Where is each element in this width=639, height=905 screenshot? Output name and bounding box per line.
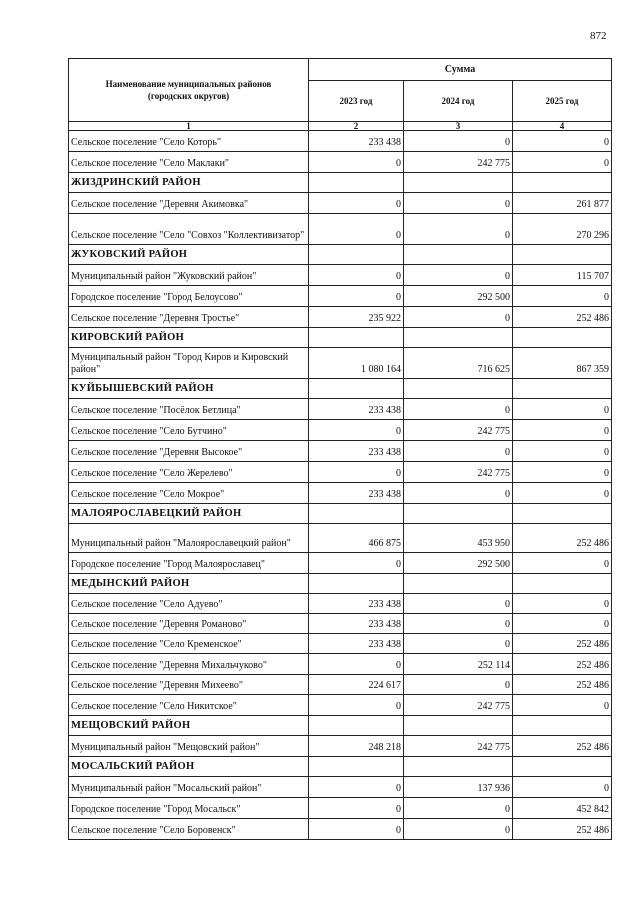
column-number: 1 — [69, 122, 309, 131]
empty-cell — [513, 379, 612, 399]
table-row — [69, 695, 612, 716]
district-section-row — [69, 716, 612, 736]
amount-2023: 233 438 — [309, 131, 404, 152]
amount-2023: 0 — [309, 265, 404, 286]
table-body — [69, 131, 612, 840]
settlement-name: Городское поселение "Город Белоусово" — [69, 286, 309, 307]
settlement-name: Сельское поселение "Деревня Михальчуково" — [69, 654, 309, 675]
column-number: 3 — [404, 122, 513, 131]
amount-2023: 1 080 164 — [309, 348, 404, 379]
amount-2024: 0 — [404, 441, 513, 462]
table-row — [69, 286, 612, 307]
table-row — [69, 654, 612, 675]
empty-cell — [404, 328, 513, 348]
district-name: МОСАЛЬСКИЙ РАЙОН — [69, 757, 309, 777]
district-section-row — [69, 574, 612, 594]
amount-2024: 0 — [404, 634, 513, 654]
amount-2023: 0 — [309, 462, 404, 483]
table-row — [69, 798, 612, 819]
header-sum: Сумма — [309, 59, 612, 81]
amount-2025: 452 842 — [513, 798, 612, 819]
table-row — [69, 152, 612, 173]
amount-2024: 0 — [404, 193, 513, 214]
amount-2024: 242 775 — [404, 695, 513, 716]
amount-2025: 0 — [513, 462, 612, 483]
table-row — [69, 462, 612, 483]
settlement-name: Сельское поселение "Село Кременское" — [69, 634, 309, 654]
empty-cell — [309, 173, 404, 193]
column-number: 2 — [309, 122, 404, 131]
amount-2023: 233 438 — [309, 614, 404, 634]
empty-cell — [404, 173, 513, 193]
table-row — [69, 214, 612, 245]
empty-cell — [309, 245, 404, 265]
header-name-column: Наименование муниципальных районов (городских округов) — [69, 59, 309, 122]
table-row — [69, 736, 612, 757]
district-name: МЕДЫНСКИЙ РАЙОН — [69, 574, 309, 594]
amount-2024: 242 775 — [404, 736, 513, 757]
settlement-name: Сельское поселение "Село Бутчино" — [69, 420, 309, 441]
settlement-name: Муниципальный район "Мещовский район" — [69, 736, 309, 757]
amount-2024: 0 — [404, 798, 513, 819]
amount-2024: 252 114 — [404, 654, 513, 675]
empty-cell — [513, 504, 612, 524]
settlement-name: Муниципальный район "Мосальский район" — [69, 777, 309, 798]
amount-2024: 0 — [404, 819, 513, 840]
table-row — [69, 265, 612, 286]
table-row — [69, 307, 612, 328]
column-number: 4 — [513, 122, 612, 131]
page-number: 872 — [590, 30, 607, 42]
amount-2025: 0 — [513, 594, 612, 614]
amount-2024: 0 — [404, 675, 513, 695]
amount-2023: 233 438 — [309, 634, 404, 654]
empty-cell — [404, 504, 513, 524]
empty-cell — [404, 716, 513, 736]
district-section-row — [69, 173, 612, 193]
amount-2025: 0 — [513, 420, 612, 441]
table-row — [69, 441, 612, 462]
district-section-row — [69, 379, 612, 399]
district-section-row — [69, 504, 612, 524]
amount-2025: 270 296 — [513, 214, 612, 245]
amount-2024: 242 775 — [404, 420, 513, 441]
settlement-name: Сельское поселение "Село "Совхоз "Коллективизатор" — [69, 214, 309, 245]
settlement-name: Сельское поселение "Село Которь" — [69, 131, 309, 152]
table-row — [69, 524, 612, 553]
amount-2025: 252 486 — [513, 654, 612, 675]
empty-cell — [309, 379, 404, 399]
amount-2024: 0 — [404, 265, 513, 286]
amount-2023: 0 — [309, 777, 404, 798]
amount-2023: 0 — [309, 420, 404, 441]
table-row — [69, 634, 612, 654]
amount-2025: 252 486 — [513, 819, 612, 840]
district-section-row — [69, 757, 612, 777]
amount-2023: 0 — [309, 152, 404, 173]
amount-2025: 0 — [513, 777, 612, 798]
settlement-name: Муниципальный район "Жуковский район" — [69, 265, 309, 286]
amount-2023: 466 875 — [309, 524, 404, 553]
settlement-name: Сельское поселение "Село Маклаки" — [69, 152, 309, 173]
amount-2023: 0 — [309, 553, 404, 574]
amount-2023: 0 — [309, 819, 404, 840]
amount-2025: 252 486 — [513, 675, 612, 695]
empty-cell — [309, 716, 404, 736]
amount-2024: 242 775 — [404, 152, 513, 173]
empty-cell — [404, 757, 513, 777]
amount-2023: 0 — [309, 695, 404, 716]
amount-2023: 0 — [309, 193, 404, 214]
table-row — [69, 594, 612, 614]
amount-2023: 224 617 — [309, 675, 404, 695]
settlement-name: Сельское поселение "Деревня Романово" — [69, 614, 309, 634]
amount-2024: 0 — [404, 594, 513, 614]
settlement-name: Сельское поселение "Село Боровенск" — [69, 819, 309, 840]
amount-2025: 0 — [513, 483, 612, 504]
table-row — [69, 131, 612, 152]
table-row — [69, 553, 612, 574]
amount-2023: 233 438 — [309, 594, 404, 614]
amount-2024: 0 — [404, 307, 513, 328]
amount-2025: 252 486 — [513, 736, 612, 757]
settlement-name: Сельское поселение "Село Жерелево" — [69, 462, 309, 483]
amount-2025: 252 486 — [513, 634, 612, 654]
header-year-2024: 2024 год — [404, 81, 513, 122]
header-year-2025: 2025 год — [513, 81, 612, 122]
settlement-name: Сельское поселение "Деревня Михеево" — [69, 675, 309, 695]
empty-cell — [404, 379, 513, 399]
settlement-name: Городское поселение "Город Малоярославец" — [69, 553, 309, 574]
district-name: ЖУКОВСКИЙ РАЙОН — [69, 245, 309, 265]
amount-2025: 261 877 — [513, 193, 612, 214]
amount-2024: 242 775 — [404, 462, 513, 483]
settlement-name: Муниципальный район "Город Киров и Кировский район" — [69, 348, 309, 379]
table-row — [69, 675, 612, 695]
empty-cell — [513, 328, 612, 348]
amount-2025: 0 — [513, 152, 612, 173]
settlement-name: Сельское поселение "Деревня Акимовка" — [69, 193, 309, 214]
amount-2025: 0 — [513, 286, 612, 307]
empty-cell — [309, 757, 404, 777]
empty-cell — [309, 504, 404, 524]
amount-2025: 867 359 — [513, 348, 612, 379]
empty-cell — [513, 716, 612, 736]
header-year-2023: 2023 год — [309, 81, 404, 122]
empty-cell — [513, 757, 612, 777]
empty-cell — [309, 574, 404, 594]
budget-table — [68, 58, 612, 840]
amount-2023: 233 438 — [309, 441, 404, 462]
amount-2025: 0 — [513, 695, 612, 716]
amount-2025: 252 486 — [513, 524, 612, 553]
amount-2024: 292 500 — [404, 286, 513, 307]
district-name: ЖИЗДРИНСКИЙ РАЙОН — [69, 173, 309, 193]
district-section-row — [69, 328, 612, 348]
amount-2025: 0 — [513, 399, 612, 420]
amount-2023: 0 — [309, 654, 404, 675]
empty-cell — [404, 574, 513, 594]
amount-2025: 115 707 — [513, 265, 612, 286]
table-row — [69, 614, 612, 634]
settlement-name: Городское поселение "Город Мосальск" — [69, 798, 309, 819]
amount-2025: 0 — [513, 131, 612, 152]
amount-2023: 235 922 — [309, 307, 404, 328]
amount-2024: 292 500 — [404, 553, 513, 574]
empty-cell — [513, 173, 612, 193]
table-row — [69, 399, 612, 420]
district-name: КУЙБЫШЕВСКИЙ РАЙОН — [69, 379, 309, 399]
settlement-name: Муниципальный район "Малоярославецкий район" — [69, 524, 309, 553]
table-row — [69, 483, 612, 504]
settlement-name: Сельское поселение "Село Никитское" — [69, 695, 309, 716]
table-row — [69, 777, 612, 798]
table-row — [69, 348, 612, 379]
amount-2023: 233 438 — [309, 399, 404, 420]
amount-2023: 0 — [309, 214, 404, 245]
empty-cell — [513, 245, 612, 265]
amount-2024: 0 — [404, 214, 513, 245]
empty-cell — [404, 245, 513, 265]
district-name: МАЛОЯРОСЛАВЕЦКИЙ РАЙОН — [69, 504, 309, 524]
settlement-name: Сельское поселение "Посёлок Бетлица" — [69, 399, 309, 420]
district-name: КИРОВСКИЙ РАЙОН — [69, 328, 309, 348]
amount-2025: 0 — [513, 614, 612, 634]
empty-cell — [513, 574, 612, 594]
settlement-name: Сельское поселение "Село Адуево" — [69, 594, 309, 614]
amount-2024: 0 — [404, 614, 513, 634]
table-row — [69, 420, 612, 441]
amount-2023: 248 218 — [309, 736, 404, 757]
table-row — [69, 819, 612, 840]
district-section-row — [69, 245, 612, 265]
amount-2024: 716 625 — [404, 348, 513, 379]
district-name: МЕЩОВСКИЙ РАЙОН — [69, 716, 309, 736]
table-row — [69, 193, 612, 214]
empty-cell — [309, 328, 404, 348]
settlement-name: Сельское поселение "Деревня Высокое" — [69, 441, 309, 462]
amount-2024: 0 — [404, 131, 513, 152]
amount-2024: 0 — [404, 483, 513, 504]
amount-2025: 0 — [513, 553, 612, 574]
amount-2023: 0 — [309, 798, 404, 819]
amount-2023: 233 438 — [309, 483, 404, 504]
amount-2023: 0 — [309, 286, 404, 307]
settlement-name: Сельское поселение "Село Мокрое" — [69, 483, 309, 504]
amount-2024: 137 936 — [404, 777, 513, 798]
amount-2024: 453 950 — [404, 524, 513, 553]
amount-2024: 0 — [404, 399, 513, 420]
amount-2025: 252 486 — [513, 307, 612, 328]
amount-2025: 0 — [513, 441, 612, 462]
settlement-name: Сельское поселение "Деревня Тростье" — [69, 307, 309, 328]
